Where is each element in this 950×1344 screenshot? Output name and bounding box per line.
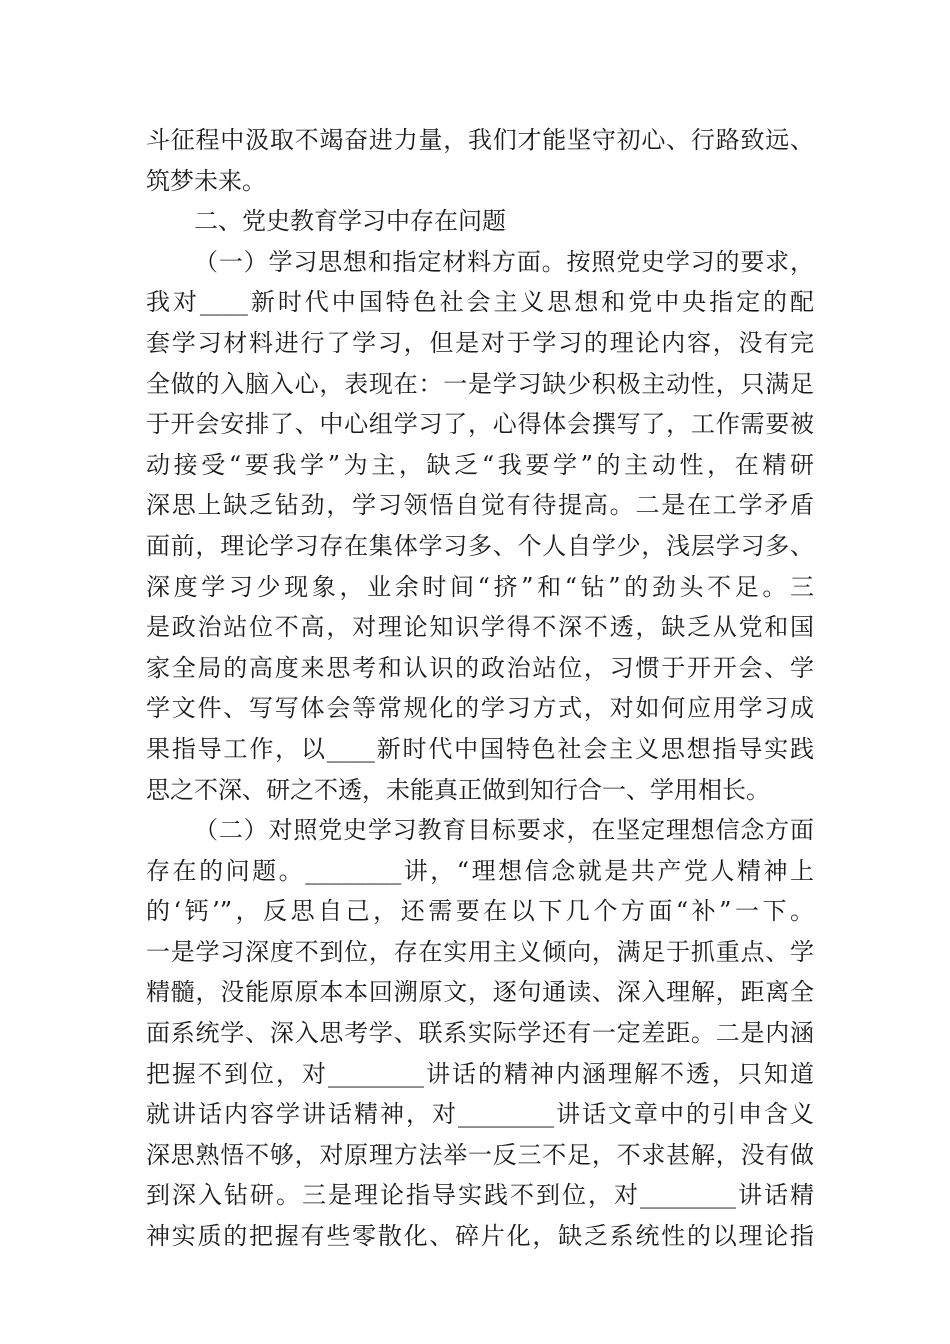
- text-line: 一是学习深度不到位，存在实用主义倾向，满足于抓重点、学: [146, 937, 814, 966]
- text-line: 于开会安排了、中心组学习了，心得体会撰写了，工作需要被: [146, 410, 814, 439]
- text-line: 是政治站位不高，对理论知识学得不深不透，缺乏从党和国: [146, 613, 814, 642]
- text-line: （一）学习思想和指定材料方面。按照党史学习的要求，: [194, 247, 814, 276]
- text-line: 家全局的高度来思考和认识的政治站位，习惯于开开会、学: [146, 653, 814, 682]
- text-line: 思之不深、研之不透，未能真正做到知行合一、学用相长。: [146, 775, 770, 804]
- document-body: [146, 120, 814, 1257]
- text-line: 到深入钻研。三是理论指导实践不到位，对________讲话精: [146, 1181, 814, 1210]
- text-line: 精髓，没能原原本本回溯原文，逐句通读、深入理解，距离全: [146, 978, 814, 1007]
- text-line: 我对____新时代中国特色社会主义思想和党中央指定的配: [146, 288, 814, 317]
- text-line: 面系统学、深入思考学、联系实际学还有一定差距。二是内涵: [146, 1019, 814, 1048]
- text-line: 二、党史教育学习中存在问题: [194, 207, 506, 236]
- text-line: 学文件、写写体会等常规化的学习方式，对如何应用学习成: [146, 694, 814, 723]
- text-line: 面前，理论学习存在集体学习多、个人自学少，浅层学习多、: [146, 531, 814, 560]
- text-line: 果指导工作，以____新时代中国特色社会主义思想指导实践: [146, 734, 814, 763]
- text-line: 存在的问题。________讲，“理想信念就是共产党人精神上: [146, 856, 814, 885]
- text-line: 深思上缺乏钻劲，学习领悟自觉有待提高。二是在工学矛盾: [146, 491, 814, 520]
- text-line: 的‘钙’”，反思自己，还需要在以下几个方面“补”一下。: [146, 897, 814, 926]
- text-line: 把握不到位，对________讲话的精神内涵理解不透，只知道: [146, 1059, 814, 1088]
- text-line: 深思熟悟不够，对原理方法举一反三不足，不求甚解，没有做: [146, 1140, 814, 1169]
- text-line: 套学习材料进行了学习，但是对于学习的理论内容，没有完: [146, 328, 814, 357]
- text-line: 斗征程中汲取不竭奋进力量，我们才能坚守初心、行路致远、: [146, 126, 814, 154]
- text-line: （二）对照党史学习教育目标要求，在坚定理想信念方面: [194, 816, 814, 845]
- text-line: 筑梦未来。: [146, 166, 266, 195]
- text-line: 神实质的把握有些零散化、碎片化，缺乏系统性的以理论指: [146, 1222, 814, 1251]
- text-line: 深度学习少现象，业余时间“挤”和“钻”的劲头不足。三: [146, 572, 814, 601]
- text-line: 全做的入脑入心，表现在：一是学习缺少积极主动性，只满足: [146, 369, 814, 398]
- text-line: 就讲话内容学讲话精神，对________讲话文章中的引申含义: [146, 1100, 814, 1129]
- text-line: 动接受“要我学”为主，缺乏“我要学”的主动性，在精研: [146, 450, 814, 479]
